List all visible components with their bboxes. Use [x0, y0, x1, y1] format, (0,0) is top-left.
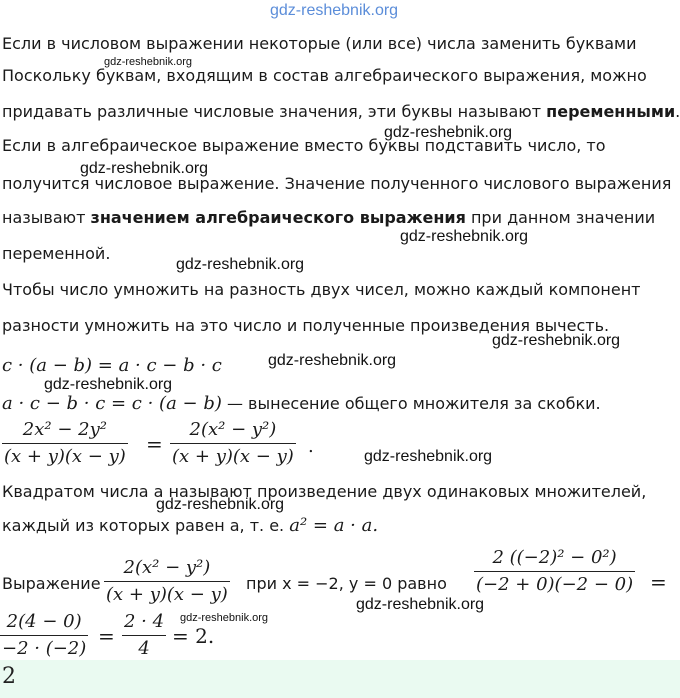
fraction-a-denominator: (x + y)(x − y): [4, 446, 126, 467]
watermark-5: gdz-reshebnik.org: [176, 256, 305, 273]
formula-factor-caption: — вынесение общего множителя за скобки.: [221, 394, 601, 413]
text-line-6-a: называют: [2, 208, 91, 227]
fraction-d: [474, 546, 635, 597]
fraction-c-numerator: 2(x² − y²): [123, 557, 211, 578]
text-line-4: Если в алгебраическое выражение вместо буквы подставить число, то: [2, 136, 606, 155]
text-line-3-c: .: [675, 102, 680, 121]
text-line-9: разности умножить на это число и полученные произведения вычесть.: [2, 316, 610, 335]
fraction-d-numerator: 2 ((−2)² − 0²): [492, 547, 617, 568]
answer-box: [0, 660, 680, 698]
fraction-e-bar: [0, 635, 88, 636]
watermark-10: gdz-reshebnik.org: [156, 496, 285, 513]
fraction-b: [170, 418, 296, 469]
fraction-c: [104, 556, 230, 607]
fraction-c-denominator: (x + y)(x − y): [106, 584, 228, 605]
fraction-d-denominator: (−2 + 0)(−2 − 0): [476, 574, 634, 595]
text-line-10: Квадратом числа a называют произведение двух одинаковых множителей,: [2, 482, 647, 501]
text-line-8: Чтобы число умножить на разность двух чисел, можно каждый компонент: [2, 280, 641, 299]
watermark-4: gdz-reshebnik.org: [400, 228, 529, 245]
watermark-1: gdz-reshebnik.org: [104, 56, 193, 68]
watermark-7: gdz-reshebnik.org: [268, 352, 397, 369]
fraction-f-denominator: 4: [138, 638, 150, 659]
formula-distributive: c · (a − b) = a · c − b · c: [2, 355, 222, 376]
fraction-a-bar: [2, 443, 128, 444]
watermark-3: gdz-reshebnik.org: [80, 160, 209, 177]
watermark-6: gdz-reshebnik.org: [492, 332, 621, 349]
text-line-12-a: Выражение: [2, 574, 101, 593]
text-line-2: Поскольку буквам, входящим в состав алгебраического выражения, можно: [2, 66, 647, 85]
text-line-3-a: придавать различные числовые значения, эти буквы называют: [2, 102, 547, 121]
term-expression-value: значением алгебраического выражения: [90, 208, 466, 227]
text-line-6: [2, 208, 655, 228]
term-variables: переменными: [546, 102, 676, 121]
equals-sign-1: =: [146, 432, 163, 456]
text-line-11: [2, 516, 378, 536]
fraction-b-denominator: (x + y)(x − y): [172, 446, 294, 467]
answer-value: 2: [2, 664, 16, 689]
fraction-b-bar: [170, 443, 296, 444]
formula-square: a² = a · a.: [289, 515, 379, 536]
formula-factor-line: [2, 394, 601, 414]
fraction-b-numerator: 2(x² − y²): [189, 419, 277, 440]
formula-factor: a · c − b · c = c · (a − b): [2, 393, 222, 414]
fraction-f-bar: [122, 635, 166, 636]
text-line-1: Если в числовом выражении некоторые (или все) числа заменить буквами: [2, 34, 637, 53]
fraction-f-numerator: 2 · 4: [124, 611, 165, 632]
fraction-f: [122, 610, 166, 661]
watermark-9: gdz-reshebnik.org: [364, 448, 493, 465]
text-line-5: получится числовое выражение. Значение полученного числового выражения: [2, 174, 672, 193]
fraction-e: [0, 610, 88, 661]
watermark-top: gdz-reshebnik.org: [270, 2, 399, 19]
watermark-2: gdz-reshebnik.org: [384, 124, 513, 141]
equals-sign-2: =: [650, 570, 667, 594]
text-line-3: [2, 102, 680, 122]
watermark-11: gdz-reshebnik.org: [356, 596, 485, 613]
text-line-11-a: каждый из которых равен a, т. е.: [2, 516, 290, 535]
equals-sign-3: =: [98, 624, 115, 648]
fraction-d-bar: [474, 571, 635, 572]
fraction-a-numerator: 2x² − 2y²: [22, 419, 107, 440]
fraction-e-denominator: −2 · (−2): [2, 638, 87, 659]
watermark-8: gdz-reshebnik.org: [44, 376, 173, 393]
fraction-e-numerator: 2(4 − 0): [6, 611, 82, 632]
final-result: = 2.: [172, 624, 215, 648]
text-line-7: переменной.: [2, 244, 111, 263]
fraction-a: [2, 418, 128, 469]
watermark-12: gdz-reshebnik.org: [180, 612, 269, 624]
text-line-12-b: при x = −2, y = 0 равно: [246, 574, 447, 593]
period-mark: .: [308, 436, 314, 457]
text-line-6-c: при данном значении: [465, 208, 656, 227]
fraction-c-bar: [104, 581, 230, 582]
